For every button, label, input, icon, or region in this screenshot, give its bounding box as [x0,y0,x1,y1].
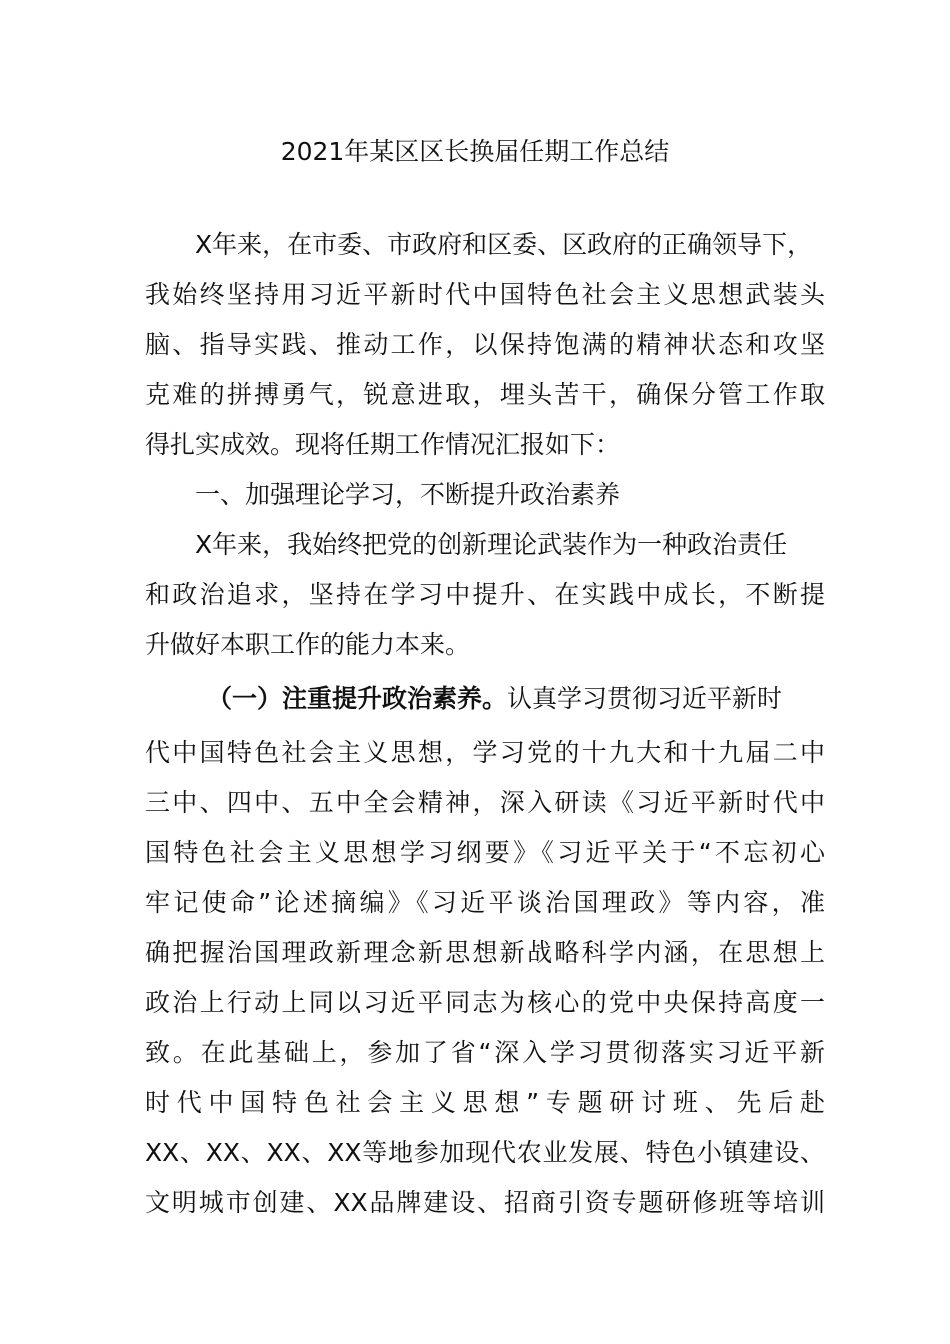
paragraph-line: 得扎实成效。现将任期工作情况汇报如下： [145,430,621,459]
paragraph-line: 时代中国特色社会主义思想”专题研讨班、先后赴 [145,1088,825,1117]
paragraph-line: 政治上行动上同以习近平同志为核心的党中央保持高度一 [145,988,825,1017]
section-heading: 一、加强理论学习，不断提升政治素养 [195,480,621,509]
paragraph-line: 代中国特色社会主义思想，学习党的十九大和十九届二中 [145,738,825,767]
paragraph-line: 确把握治国理政新理念新思想新战略科学内涵，在思想上 [145,938,825,967]
paragraph-line: 致。在此基础上，参加了省“深入学习贯彻落实习近平新 [145,1038,825,1067]
subsection-heading: （一）注重提升政治素养。 [207,684,508,713]
paragraph-line: 牢记使命”论述摘编》《习近平谈治国理政》等内容，准 [145,888,825,917]
paragraph-line: 克难的拼搏勇气，锐意进取，埋头苦干，确保分管工作取 [145,380,825,409]
document-body [145,220,825,1228]
paragraph-line: 和政治追求，坚持在学习中提升、在实践中成长，不断提 [145,580,825,609]
paragraph-line: 我始终坚持用习近平新时代中国特色社会主义思想武装头 [145,280,825,309]
paragraph-line: 文明城市创建、XX品牌建设、招商引资专题研修班等培训 [145,1188,825,1217]
paragraph-line: 三中、四中、五中全会精神，深入研读《习近平新时代中 [145,788,825,817]
paragraph-line: 国特色社会主义思想学习纲要》《习近平关于“不忘初心 [145,838,825,867]
paragraph-line: XX、XX、XX、XX等地参加现代农业发展、特色小镇建设、 [145,1138,825,1167]
paragraph-line: 升做好本职工作的能力本来。 [145,630,471,659]
paragraph-line: 脑、指导实践、推动工作，以保持饱满的精神状态和攻坚 [145,330,825,359]
paragraph-line: X年来，在市委、市政府和区委、区政府的正确领导下， [195,230,813,259]
paragraph-text: 认真学习贯彻习近平新时 [507,684,783,713]
paragraph-line: X年来，我始终把党的创新理论武装作为一种政治责任 [195,530,788,559]
document-title: 2021年某区区长换届任期工作总结 [280,137,670,166]
subsection-line [145,670,825,728]
